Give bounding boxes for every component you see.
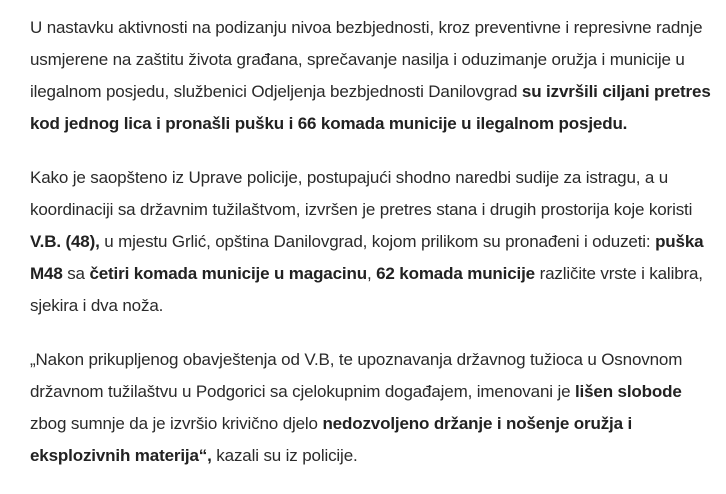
text-segment: Kako je saopšteno iz Uprave policije, postupajući shodno naredbi sudije za istragu, a u — [30, 168, 669, 187]
text-segment: zbog sumnje da je izvršio krivično djelo — [30, 414, 323, 433]
text-segment: kazali su iz policije. — [211, 446, 358, 465]
text-line — [30, 344, 720, 376]
text-segment: sa — [62, 264, 90, 283]
text-segment: sjekira i dva noža. — [30, 296, 164, 315]
bold-text-segment: su izvršili ciljani pretres — [521, 82, 711, 101]
text-line — [30, 408, 720, 440]
text-line — [30, 376, 720, 408]
article-paragraph — [30, 162, 720, 322]
text-segment: koordinaciji sa državnim tužilaštvom, izvršen je pretres stana i drugih prostorija koje koristi — [30, 200, 693, 219]
bold-text-segment: V.B. (48), — [30, 232, 100, 251]
text-segment: ilegalnom posjedu, službenici Odjeljenja bezbjednosti Danilovgrad — [30, 82, 522, 101]
text-line — [30, 12, 720, 44]
text-segment: U nastavku aktivnosti na podizanju nivoa bezbjednosti, kroz preventivne i represivne radnje — [30, 18, 703, 37]
article-body — [30, 12, 720, 494]
article-paragraph — [30, 12, 720, 140]
article-paragraph — [30, 344, 720, 472]
text-line — [30, 76, 720, 108]
bold-text-segment: kod jednog lica i pronašli pušku i 66 komada municije u ilegalnom posjedu. — [30, 114, 628, 133]
text-line — [30, 290, 720, 322]
bold-text-segment: lišen slobode — [574, 382, 682, 401]
text-line — [30, 258, 720, 290]
bold-text-segment: nedozvoljeno držanje i nošenje oružja i — [322, 414, 633, 433]
text-segment: u mjestu Grlić, opština Danilovgrad, kojom prilikom su pronađeni i oduzeti: — [99, 232, 656, 251]
bold-text-segment: 62 komada municije — [376, 264, 535, 283]
text-line — [30, 108, 720, 140]
bold-text-segment: eksplozivnih materija“, — [30, 446, 212, 465]
text-segment: „Nakon prikupljenog obavještenja od V.B, te upoznavanja državnog tužioca u Osnovnom — [30, 350, 683, 369]
text-segment: različite vrste i kalibra, — [535, 264, 703, 283]
bold-text-segment: četiri komada municije u magacinu — [89, 264, 367, 283]
text-line — [30, 226, 720, 258]
text-line — [30, 194, 720, 226]
text-line — [30, 440, 720, 472]
text-segment: usmjerene na zaštitu života građana, sprečavanje nasilja i oduzimanje oružja i municije u — [30, 50, 685, 69]
text-segment: , — [366, 264, 377, 283]
bold-text-segment: M48 — [30, 264, 63, 283]
bold-text-segment: puška — [655, 232, 704, 251]
text-line — [30, 44, 720, 76]
text-line — [30, 162, 720, 194]
text-segment: državnom tužilaštvu u Podgorici sa cjelokupnim događajem, imenovani je — [30, 382, 575, 401]
